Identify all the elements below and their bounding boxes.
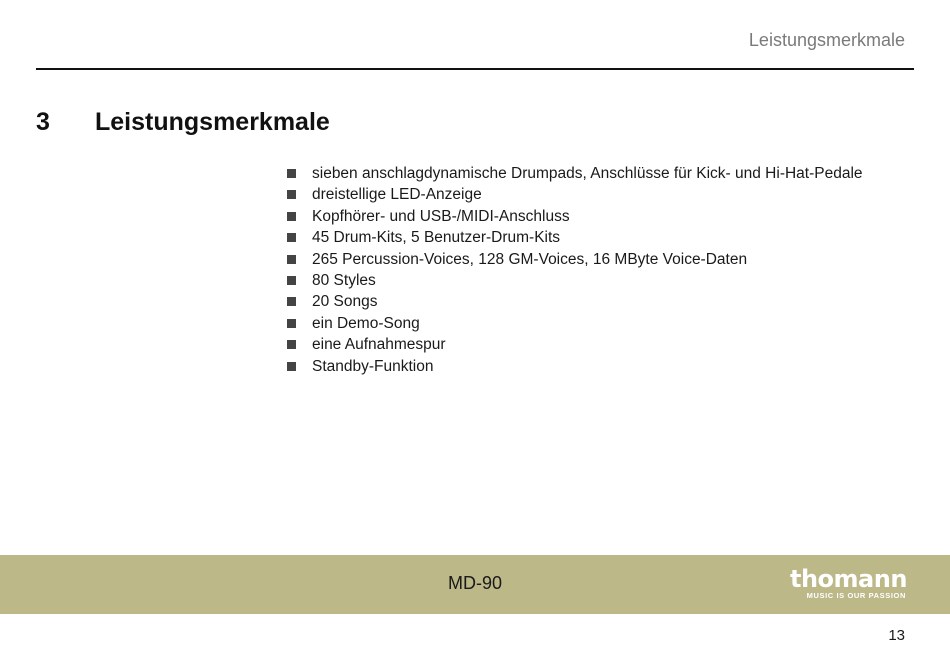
footer-band <box>0 555 950 614</box>
feature-text: 45 Drum-Kits, 5 Benutzer-Drum-Kits <box>312 229 561 247</box>
chapter-number: 3 <box>36 108 50 136</box>
feature-text: 80 Styles <box>312 271 376 289</box>
feature-text: dreistellige LED-Anzeige <box>312 186 482 204</box>
running-header-title: Leistungsmerkmale <box>748 30 905 50</box>
square-bullet-icon <box>287 319 296 328</box>
logo-wordmark: thomann <box>790 565 907 593</box>
list-item <box>287 270 863 291</box>
square-bullet-icon <box>287 190 296 199</box>
feature-list <box>287 163 863 377</box>
square-bullet-icon <box>287 169 296 178</box>
feature-text: Standby-Funktion <box>312 357 434 375</box>
list-item <box>287 356 863 377</box>
square-bullet-icon <box>287 255 296 264</box>
model-name: MD-90 <box>447 573 502 593</box>
feature-text: sieben anschlagdynamische Drumpads, Anschlüsse für Kick- und Hi-Hat-Pedale <box>312 165 863 182</box>
feature-text: eine Aufnahmespur <box>312 336 446 354</box>
list-item <box>287 291 863 312</box>
list-item <box>287 184 863 205</box>
list-item <box>287 249 863 270</box>
square-bullet-icon <box>287 212 296 221</box>
list-item <box>287 334 863 355</box>
square-bullet-icon <box>287 233 296 242</box>
feature-text: Kopfhörer- und USB-/MIDI-Anschluss <box>312 207 570 225</box>
feature-text: 265 Percussion-Voices, 128 GM-Voices, 16 MByte Voice-Daten <box>312 250 748 268</box>
header-rule <box>36 68 914 70</box>
list-item <box>287 163 863 184</box>
page-number: 13 <box>888 627 905 644</box>
list-item <box>287 313 863 334</box>
square-bullet-icon <box>287 340 296 349</box>
feature-text: ein Demo-Song <box>312 314 420 332</box>
square-bullet-icon <box>287 297 296 306</box>
list-item <box>287 206 863 227</box>
list-item <box>287 227 863 248</box>
feature-text: 20 Songs <box>312 293 378 311</box>
logo-tagline: MUSIC IS OUR PASSION <box>806 591 906 600</box>
chapter-title: Leistungsmerkmale <box>95 108 330 136</box>
square-bullet-icon <box>287 276 296 285</box>
thomann-logo <box>790 567 906 601</box>
square-bullet-icon <box>287 362 296 371</box>
